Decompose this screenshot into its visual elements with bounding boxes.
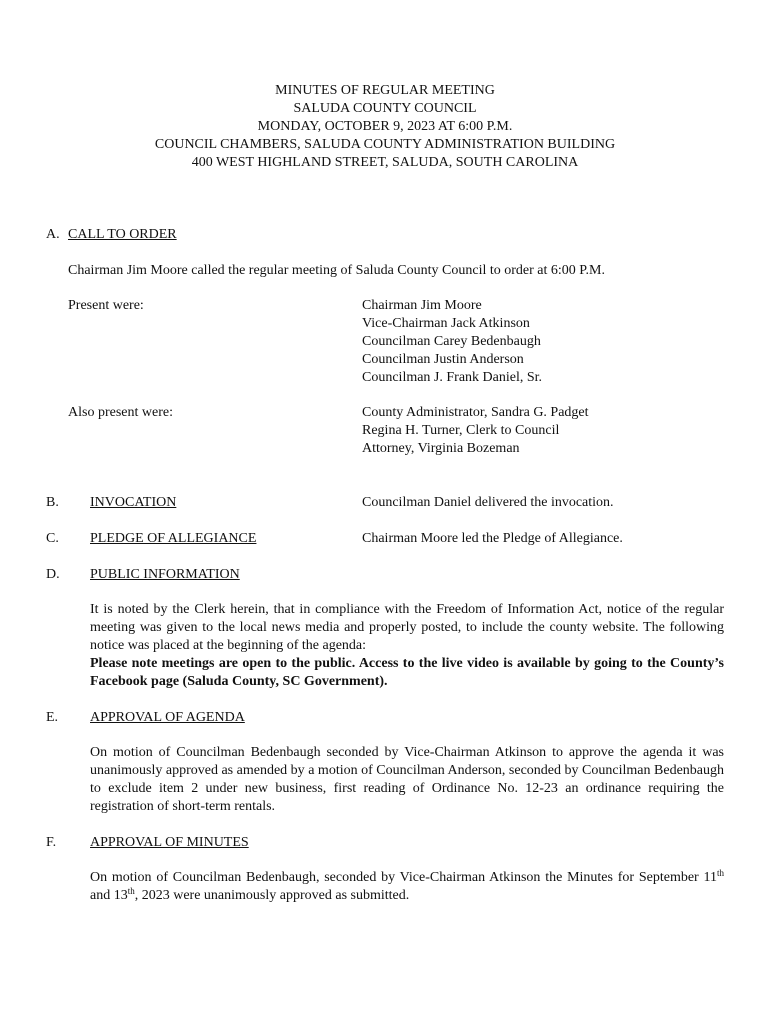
section-d-notice: Please note meetings are open to the public. Access to the live video is available by going to the County’s Facebook page (Saluda County, SC Government). (90, 656, 724, 689)
also-present-label: Also present were: (68, 405, 173, 420)
list-item: Regina H. Turner, Clerk to Council (362, 423, 560, 438)
ordinal-suffix: th (127, 886, 135, 896)
section-c-text: Chairman Moore led the Pledge of Allegiance. (362, 531, 623, 546)
section-b-letter: B. (46, 495, 59, 510)
section-e-body (90, 744, 724, 816)
section-f-text-part: and 13 (90, 888, 128, 903)
section-d-title: PUBLIC INFORMATION (90, 567, 240, 582)
section-f-title: APPROVAL OF MINUTES (90, 835, 249, 850)
section-f-letter: F. (46, 835, 57, 850)
section-f-text-part: , 2023 were unanimously approved as submitted. (134, 888, 410, 903)
present-label: Present were: (68, 298, 144, 313)
section-b-title: INVOCATION (90, 495, 177, 510)
section-f-body (90, 869, 724, 905)
header-title: MINUTES OF REGULAR MEETING (275, 83, 495, 98)
section-d-body (90, 601, 724, 691)
section-e-text: On motion of Councilman Bedenbaugh seconded by Vice-Chairman Atkinson to approve the agenda it was unanimously approved as amended by a motion of Councilman Anderson, seconded by Councilman Bedenbaugh to exclude item 2 under new business, first reading of Ordinance No. 12-23 an ordinance requiring the registration of short-term rentals. (90, 745, 724, 814)
list-item: Chairman Jim Moore (362, 298, 482, 313)
present-list (362, 297, 542, 387)
list-item: Councilman Justin Anderson (362, 352, 524, 367)
header-body-name: SALUDA COUNTY COUNCIL (293, 101, 477, 116)
also-present-list (362, 404, 589, 458)
list-item: Councilman Carey Bedenbaugh (362, 334, 541, 349)
section-a-text: Chairman Jim Moore called the regular meeting of Saluda County Council to order at 6:00 P.M. (68, 263, 605, 278)
section-c-title: PLEDGE OF ALLEGIANCE (90, 531, 257, 546)
section-e-title: APPROVAL OF AGENDA (90, 710, 245, 725)
section-e-letter: E. (46, 710, 59, 725)
section-b-text: Councilman Daniel delivered the invocation. (362, 495, 614, 510)
list-item: Vice-Chairman Jack Atkinson (362, 316, 530, 331)
list-item: Attorney, Virginia Bozeman (362, 441, 520, 456)
section-a-letter: A. (46, 227, 60, 242)
section-d-text: It is noted by the Clerk herein, that in compliance with the Freedom of Information Act, notice of the regular meeting was given to the local news media and properly posted, to include the county website. The following notice was placed at the beginning of the agenda: (90, 602, 724, 653)
section-a-title: CALL TO ORDER (68, 227, 177, 242)
list-item: County Administrator, Sandra G. Padget (362, 405, 589, 420)
document-header (0, 82, 770, 172)
list-item: Councilman J. Frank Daniel, Sr. (362, 370, 543, 385)
header-date: MONDAY, OCTOBER 9, 2023 AT 6:00 P.M. (257, 119, 513, 134)
section-f-text-part: On motion of Councilman Bedenbaugh, seconded by Vice-Chairman Atkinson the Minutes for September 11 (90, 870, 717, 885)
section-f-text (90, 869, 724, 905)
header-address: 400 WEST HIGHLAND STREET, SALUDA, SOUTH CAROLINA (191, 155, 579, 170)
section-c-letter: C. (46, 531, 59, 546)
ordinal-suffix: th (716, 868, 724, 878)
header-location: COUNCIL CHAMBERS, SALUDA COUNTY ADMINISTRATION BUILDING (154, 137, 616, 152)
section-d-letter: D. (46, 567, 60, 582)
